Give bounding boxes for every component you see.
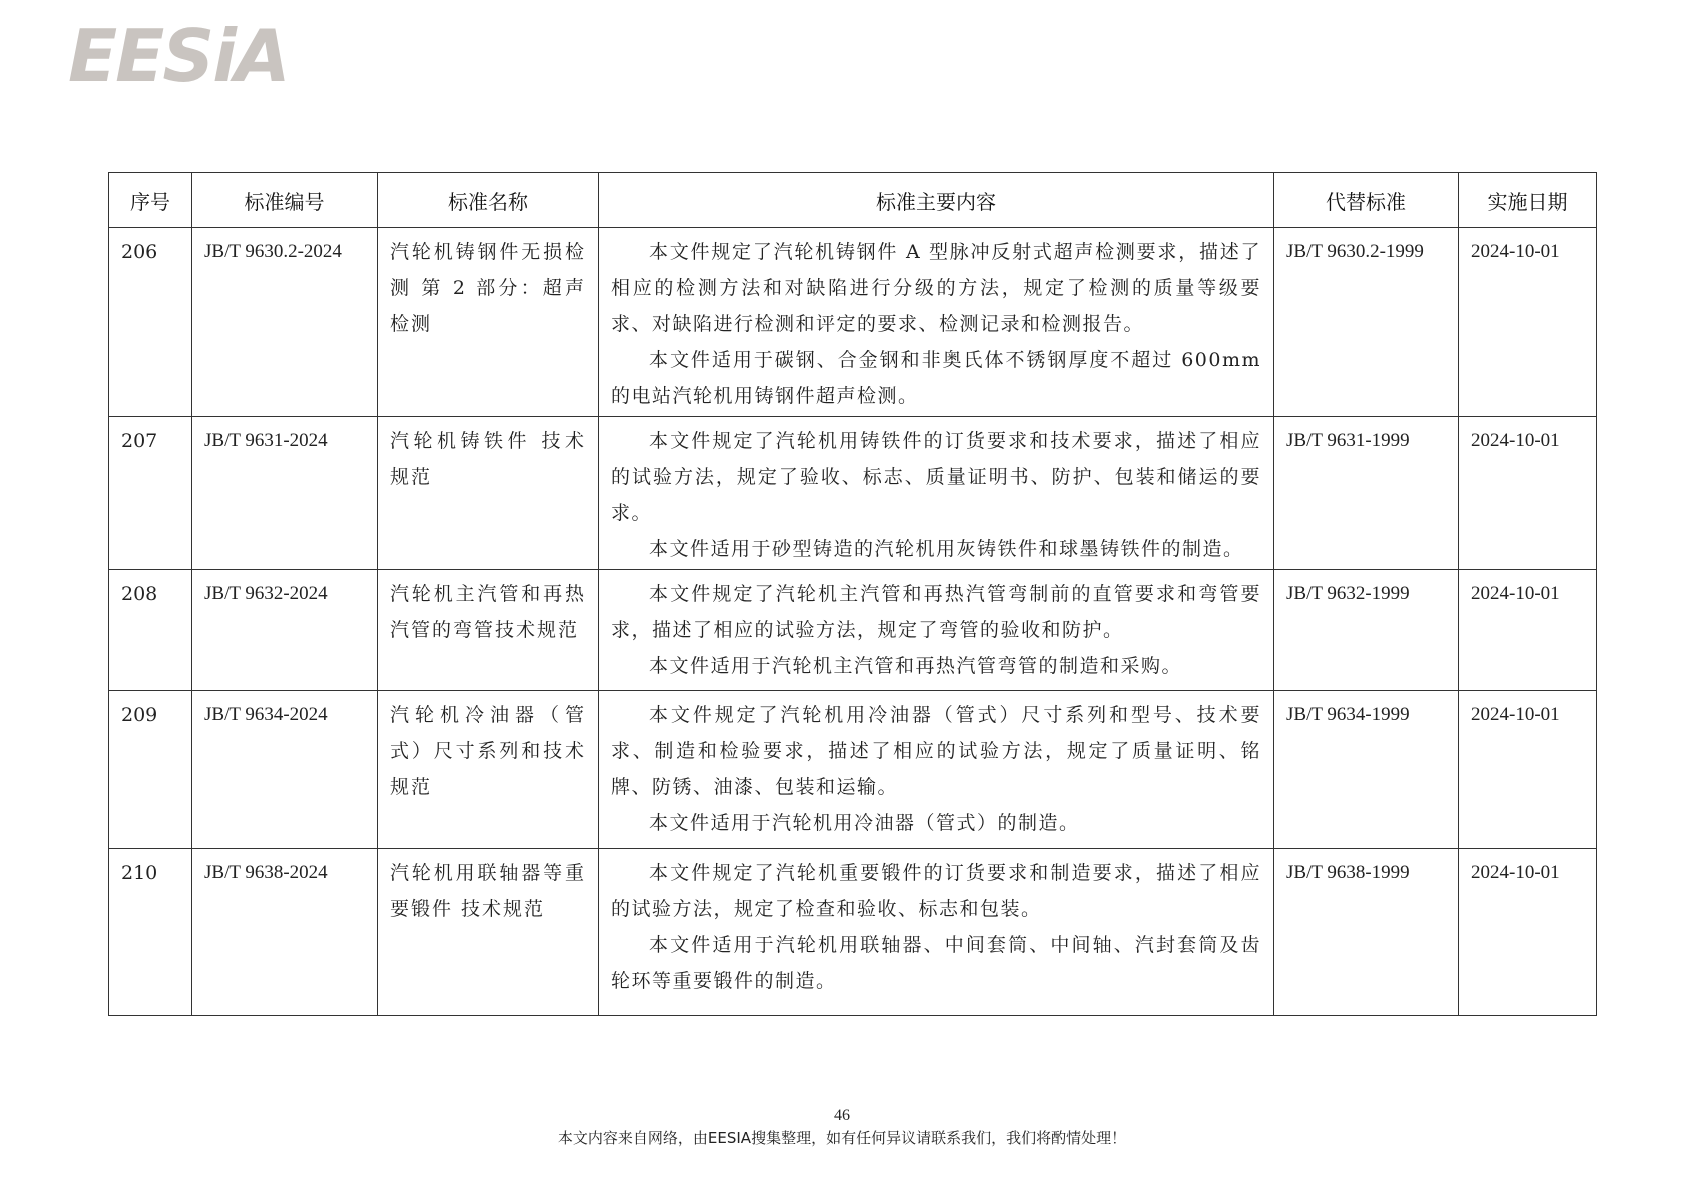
effective-date: 2024-10-01 — [1459, 849, 1597, 1016]
table-row — [109, 228, 1597, 417]
standard-content — [599, 849, 1274, 1016]
table-row — [109, 849, 1597, 1016]
standards-table — [108, 172, 1597, 1016]
table-header-row — [109, 173, 1597, 228]
content-paragraph: 本文件规定了汽轮机铸钢件 A 型脉冲反射式超声检测要求，描述了相应的检测方法和对缺陷进行分级的方法，规定了检测的质量等级要求、对缺陷进行检测和评定的要求、检测记录和检测报告。 — [611, 241, 1261, 335]
effective-date: 2024-10-01 — [1459, 417, 1597, 570]
content-paragraph: 本文件适用于汽轮机主汽管和再热汽管弯管的制造和采购。 — [649, 655, 1183, 677]
eesia-logo: EESiA — [68, 14, 289, 98]
effective-date: 2024-10-01 — [1459, 570, 1597, 691]
standard-content — [599, 691, 1274, 849]
header-content: 标准主要内容 — [599, 173, 1274, 228]
content-paragraph: 本文件规定了汽轮机重要锻件的订货要求和制造要求，描述了相应的试验方法，规定了检查和验收、标志和包装。 — [611, 862, 1261, 920]
content-paragraph: 本文件规定了汽轮机用冷油器（管式）尺寸系列和型号、技术要求、制造和检验要求，描述了相应的试验方法，规定了质量证明、铭牌、防锈、油漆、包装和运输。 — [611, 704, 1261, 798]
replaced-standard: JB/T 9632-1999 — [1274, 570, 1459, 691]
header-name: 标准名称 — [378, 173, 599, 228]
replaced-standard: JB/T 9634-1999 — [1274, 691, 1459, 849]
table-row — [109, 691, 1597, 849]
row-number: 209 — [109, 691, 192, 849]
standard-content — [599, 570, 1274, 691]
standard-code: JB/T 9634-2024 — [192, 691, 378, 849]
content-paragraph: 本文件适用于砂型铸造的汽轮机用灰铸铁件和球墨铸铁件的制造。 — [649, 538, 1244, 560]
table-row — [109, 570, 1597, 691]
standard-code: JB/T 9630.2-2024 — [192, 228, 378, 417]
row-number: 208 — [109, 570, 192, 691]
content-paragraph: 本文件适用于汽轮机用冷油器（管式）的制造。 — [649, 812, 1080, 834]
header-code: 标准编号 — [192, 173, 378, 228]
standard-name: 汽轮机铸铁件 技术规范 — [378, 417, 599, 570]
standard-name: 汽轮机冷油器（管式）尺寸系列和技术规范 — [378, 691, 599, 849]
replaced-standard: JB/T 9630.2-1999 — [1274, 228, 1459, 417]
replaced-standard: JB/T 9638-1999 — [1274, 849, 1459, 1016]
standard-name: 汽轮机铸钢件无损检测 第 2 部分：超声检测 — [378, 228, 599, 417]
row-number: 206 — [109, 228, 192, 417]
standard-content — [599, 228, 1274, 417]
content-paragraph: 本文件规定了汽轮机用铸铁件的订货要求和技术要求，描述了相应的试验方法，规定了验收、标志、质量证明书、防护、包装和储运的要求。 — [611, 430, 1261, 524]
row-number: 207 — [109, 417, 192, 570]
standard-code: JB/T 9632-2024 — [192, 570, 378, 691]
header-date: 实施日期 — [1459, 173, 1597, 228]
footer-disclaimer: 本文内容来自网络，由EESIA搜集整理，如有任何异议请联系我们，我们将酌情处理！ — [557, 1129, 1127, 1147]
standard-name: 汽轮机主汽管和再热汽管的弯管技术规范 — [378, 570, 599, 691]
page-number: 46 — [834, 1107, 850, 1124]
replaced-standard: JB/T 9631-1999 — [1274, 417, 1459, 570]
header-replaces: 代替标准 — [1274, 173, 1459, 228]
header-no: 序号 — [109, 173, 192, 228]
content-paragraph: 本文件适用于汽轮机用联轴器、中间套筒、中间轴、汽封套筒及齿轮环等重要锻件的制造。 — [611, 934, 1261, 992]
table-row — [109, 417, 1597, 570]
standard-content — [599, 417, 1274, 570]
content-paragraph: 本文件适用于碳钢、合金钢和非奥氏体不锈钢厚度不超过 600mm 的电站汽轮机用铸钢件超声检测。 — [611, 349, 1261, 407]
standard-code: JB/T 9631-2024 — [192, 417, 378, 570]
effective-date: 2024-10-01 — [1459, 691, 1597, 849]
content-paragraph: 本文件规定了汽轮机主汽管和再热汽管弯制前的直管要求和弯管要求，描述了相应的试验方法，规定了弯管的验收和防护。 — [611, 583, 1261, 641]
standard-name: 汽轮机用联轴器等重要锻件 技术规范 — [378, 849, 599, 1016]
row-number: 210 — [109, 849, 192, 1016]
standard-code: JB/T 9638-2024 — [192, 849, 378, 1016]
effective-date: 2024-10-01 — [1459, 228, 1597, 417]
